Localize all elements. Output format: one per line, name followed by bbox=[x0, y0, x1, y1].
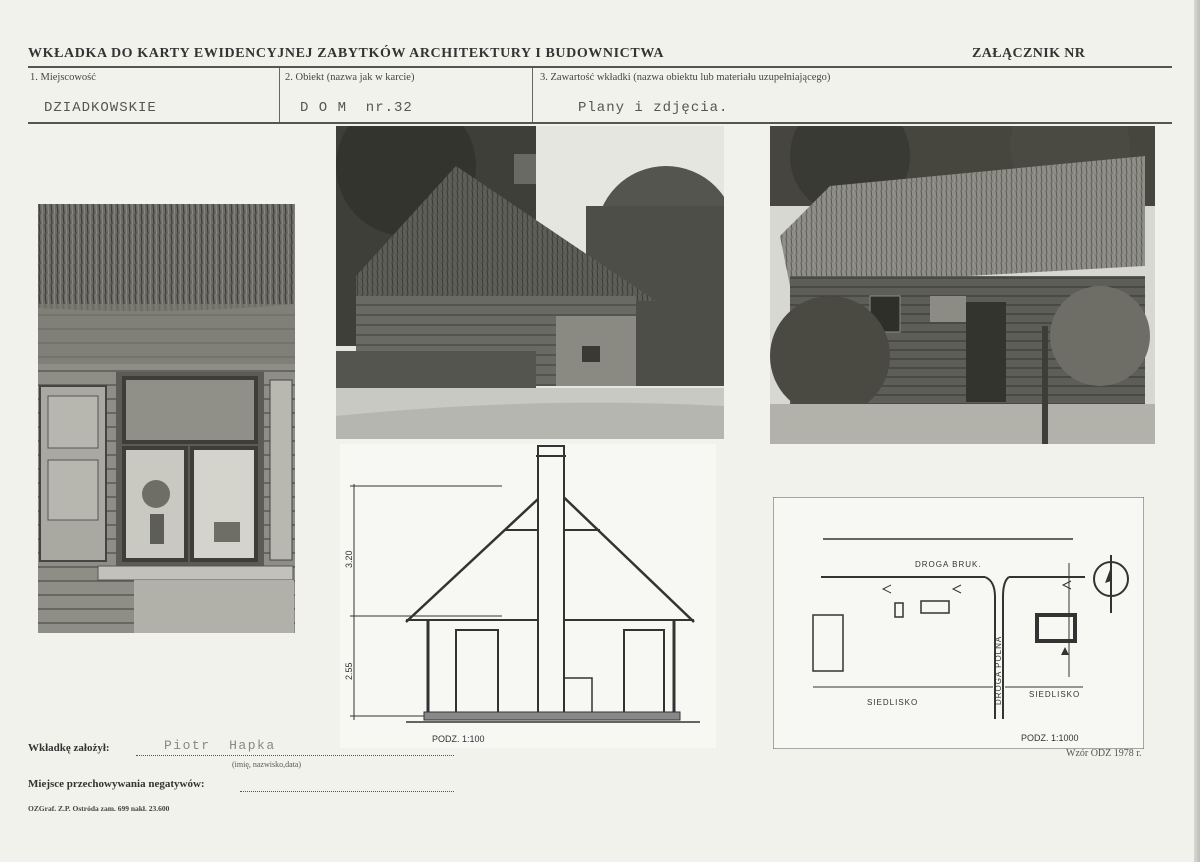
section-height-lower: 2.55 bbox=[344, 662, 354, 680]
cross-section-drawing bbox=[340, 444, 716, 748]
object-value: D O M nr.32 bbox=[300, 100, 413, 116]
photo-window-detail bbox=[38, 204, 295, 633]
site-plan-plot-left: SIEDLISKO bbox=[867, 698, 919, 707]
field-divider bbox=[279, 68, 280, 122]
contents-label: 3. Zawartość wkładki (nazwa obiektu lub materiału uzupełniającego) bbox=[540, 72, 831, 83]
site-plan-scale: PODZ. 1:1000 bbox=[1021, 733, 1079, 743]
section-scale: PODZ. 1:100 bbox=[432, 734, 485, 744]
photo-house-side bbox=[770, 126, 1155, 444]
prepared-by-hint: (imię, nazwisko,data) bbox=[232, 760, 302, 769]
site-plan-road-label: DROGA BRUK. bbox=[915, 560, 982, 569]
section-height-upper: 3.20 bbox=[344, 550, 354, 568]
field-divider bbox=[532, 68, 533, 122]
negatives-line bbox=[240, 790, 454, 792]
site-plan-plot-right: SIEDLISKO bbox=[1029, 690, 1081, 699]
header-rule bbox=[28, 66, 1172, 68]
card-title: WKŁADKA DO KARTY EWIDENCYJNEJ ZABYTKÓW ARCHITEKTURY I BUDOWNICTWA bbox=[28, 46, 665, 61]
prepared-by-value: Piotr Hapka bbox=[164, 738, 276, 753]
contents-value: Plany i zdjęcia. bbox=[578, 100, 729, 116]
fields-bottom-rule bbox=[28, 122, 1172, 124]
prepared-by-line bbox=[136, 754, 454, 756]
site-plan-field-road-label: DROGA POLNA bbox=[994, 635, 1003, 705]
locality-label: 1. Miejscowość bbox=[30, 72, 96, 83]
object-label: 2. Obiekt (nazwa jak w karcie) bbox=[285, 72, 415, 83]
attachment-label: ZAŁĄCZNIK NR bbox=[972, 46, 1086, 61]
card-edge bbox=[1194, 0, 1200, 862]
photo-house-front bbox=[336, 126, 724, 439]
site-plan-drawing bbox=[773, 497, 1144, 749]
printer-note: OZGraf. Z.P. Ostróda zam. 699 nakł. 23.600 bbox=[28, 804, 170, 813]
prepared-by-label: Wkładkę założył: bbox=[28, 742, 110, 754]
negatives-label: Miejsce przechowywania negatywów: bbox=[28, 778, 205, 790]
locality-value: DZIADKOWSKIE bbox=[44, 100, 157, 116]
template-note: Wzór ODZ 1978 r. bbox=[1066, 748, 1142, 759]
